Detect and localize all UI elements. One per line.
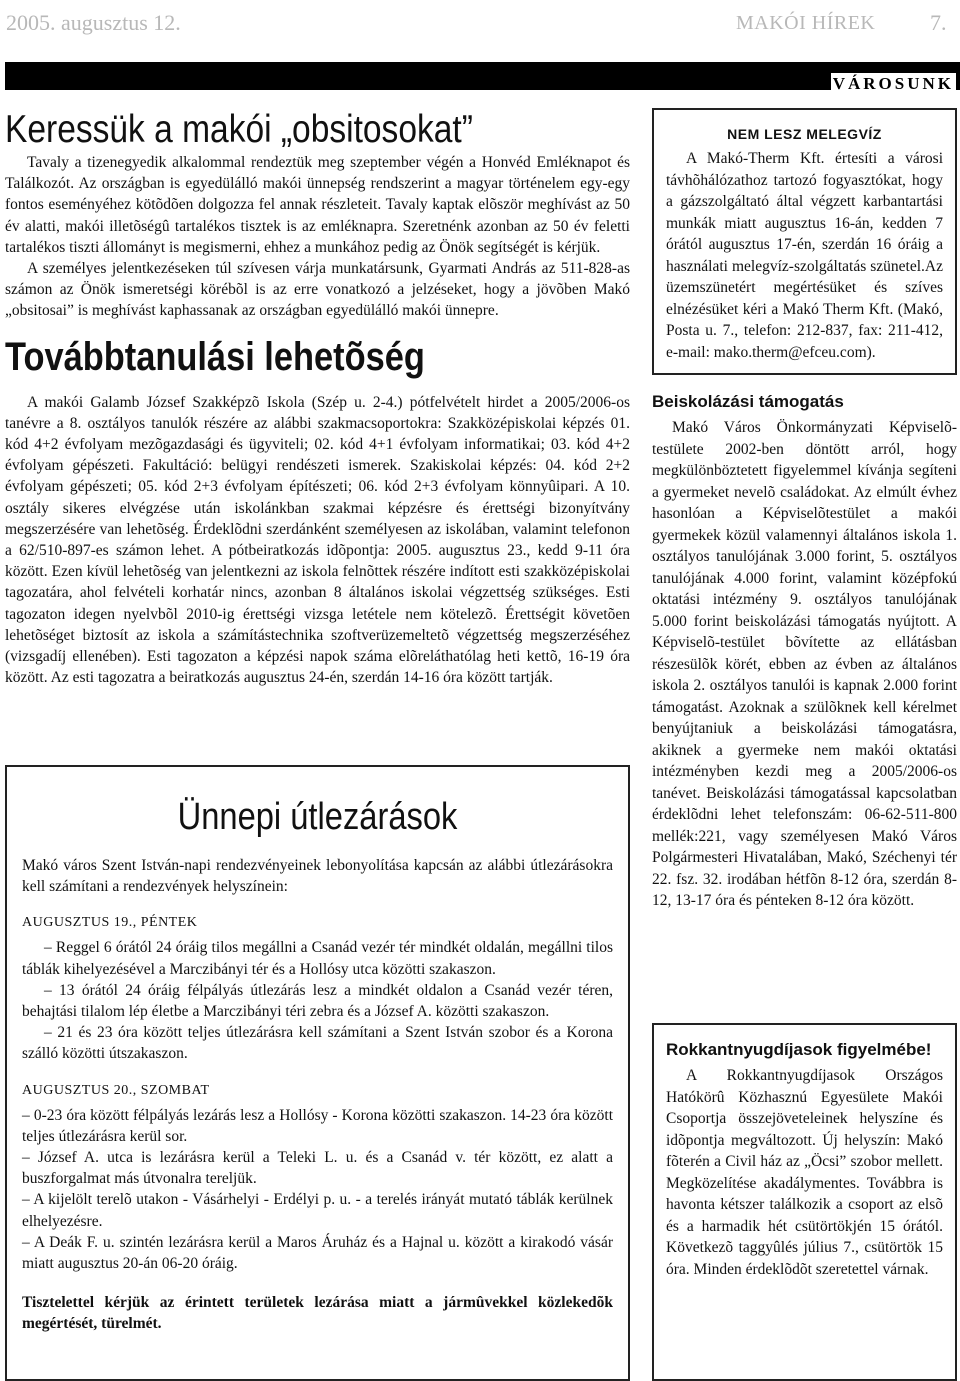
- right-column: [652, 108, 957, 912]
- notice-title: Rokkantnyugdíjasok figyelmébe!: [666, 1040, 932, 1059]
- day-heading: AUGUSZTUS 19., PÉNTEK: [22, 915, 198, 931]
- article-paragraph: Makó Város Önkormányzati Képviselõ-testülete 2002-ben döntött arról, hogy megkülönböztetett figyelemmel kívánja segíteni a gyermeket nevelõ családokat. Az elmúlt évhez hasonlóan a Képviselõtestület a makói gyermekek közül valamennyi általános iskola 1. osztályos tanulójának 3.000 forint, 5. osztályos tanulójának 4.000 forint, valamint középfokú oktatási intézmény 9. osztályos tanulójának 5.000 forint beiskolázási támogatás nyújtott. A Képviselõ-testület bõvítette az ellátásban részesülõk körét, ebben az évben az általános iskola 2. osztályos tanulói is kapnak 2.000 forint támogatást. Azoknak a szülõknek kell kérelmet benyújtaniuk a beiskolázási támogatásra, akiknek a gyermeke nem makói oktatási intézményben kezdi meg a 2005/2006-os tanévet. Beiskolázási támogatással kapcsolatban érdeklõdni lehet telefonszám: 06-62-511-800 mellék:221, vagy személyesen Makó Város Polgármesteri Hivatalában, Makó, Széchenyi tér 22. fsz. 32. irodában hétfõn 8-12 óra, szerdán 8-12, 13-17 óra és pénteken 8-12 óra között.: [652, 419, 957, 909]
- closure-item: – A kijelölt terelõ utakon - Vásárhelyi - Erdélyi p. u. - a terelés irányát mutató táblák kerülnek elhelyezésre.: [22, 1191, 613, 1230]
- day-heading: AUGUSZTUS 20., SZOMBAT: [22, 1082, 210, 1098]
- article-title-utlezarasok: Ünnepi útlezárások: [177, 796, 458, 838]
- page-number: 7.: [930, 10, 947, 35]
- closure-item: – 0-23 óra között félpályás lezárás lesz a Hollósy - Korona közötti szakaszon. 14-23 óra között teljes útlezárásra kerül sor.: [22, 1106, 613, 1145]
- article-title-obsitosok: Keressük a makói „obsitosokat”: [5, 108, 473, 151]
- publication-title: MAKÓI HÍREK: [736, 12, 876, 34]
- closure-item: – Reggel 6 órától 24 óráig tilos megállni a Csanád vezér tér mindkét oldalán, megállni tilos táblák kihelyezésével a Marczibányi tér és a Hollósy utca közötti szakaszon.: [22, 939, 613, 978]
- hot-water-notice-box: [652, 108, 957, 375]
- closures-intro: Makó város Szent István-napi rendezvényeinek lebonyolítása kapcsán az alábbi útlezárásokra kell számítani a rendezvények helyszínein:: [22, 857, 613, 896]
- closing-note: Tisztelettel kérjük az érintett területek lezárása miatt a jármûvekkel közlekedõk megértését, türelmét.: [22, 1294, 613, 1333]
- article-title-beiskolazas: Beiskolázási támogatás: [652, 392, 844, 411]
- article-paragraph: A személyes jelentkezéseken túl szívesen várja munkatársunk, Gyarmati András az 511-828-as számon az Önök ismeretségi körébõl is az erre vonatkozó a jelzéseket, hogy a jövõben Makó „obsitosai” is meghívást kaphassanak az országban egyedülálló makói ünnepre.: [5, 260, 630, 320]
- article-paragraph: A makói Galamb József Szakképzõ Iskola (Szép u. 2-4.) pótfelvételt hirdet a 2005/2006-os tanévre a 8. osztályos tanulók részére az alábbi szakmacsoportokra: Szakközépiskolai képzés 01. kód 4+2 évfolyam mezõgazdasági és ügyviteli; 02. kód 4+1 évfolyam informatikai; 03. kód 4+2 évfolyam gépészeti. Fakultáció: belügyi rendészeti ismerek. Szakiskolai képzés: 04. kód 2+2 évfolyam gépészeti; 05. kód 2+3 évfolyam építészeti; 06. kód 2+3 évfolyam könnyûipari. A 10. osztály sikeres elvégzése után iskolánkban szakmai képzésre és érettségi bizonyítvány megszerzésére van lehetõség. Érdeklõdni szerdánként személyesen az iskolában, valamint telefonon a 62/510-897-es számon lehet. A pótbeiratkozás idõpontja: 2005. augusztus 23., kedd 9-11 óra között. Ezen kívül lehetõség van jelentkezni az iskola felnõttek részére indított esti szakközépiskolai tagozatára, ahol felvételi korhatár nincs, azonban 8 általános iskolai végzettség szükséges. Esti tagozaton idegen nyelvbõl 2010-ig érettségi vizsga letétele nem kötelezõ. Érettségit követõen lehetõséget biztosít az iskola a számítástechnika szoftverüzemeltetõ végzettség megszerzéséhez (vizsgadíj ellenében). Esti tagozaton a képzési napok száma elõreláthatólag heti kettõ, 16-19 óra között. Az esti tagozatra a beiratkozás augusztus 24-én, szerdán 14-16 óra között tartják.: [5, 393, 630, 687]
- left-column: [5, 108, 630, 688]
- section-band: [5, 62, 960, 90]
- page-header: [0, 0, 960, 50]
- section-label: VÁROSUNK: [832, 74, 954, 93]
- closure-item: – 13 órától 24 óráig félpályás útlezárás lesz a mindkét oldalon a Csanád vezér téren, behajtási tilalom lép életbe a Marczibányi téri zebra és a József A. közötti szakaszon.: [22, 981, 613, 1021]
- pensioners-notice-box: [652, 1023, 957, 1381]
- closure-item: – A Deák F. u. szintén lezárásra kerül a Maros Áruház és a Hajnal u. között a kirakodó vásár miatt augusztus 20-án 06-20 óráig.: [22, 1233, 613, 1273]
- closure-item: – József A. utca is lezárásra kerül a Teleki L. u. és a Csanád v. tér között, ez alatt a buszforgalmat más útvonalra tereljük.: [22, 1149, 613, 1188]
- closure-item: – 21 és 23 óra között teljes útlezárásra kell számítani a Szent István szobor és a Korona szálló közötti útszakaszon.: [22, 1024, 613, 1063]
- article-paragraph: Tavaly a tizenegyedik alkalommal rendeztük meg szeptember végén a Honvéd Emléknapot és Találkozót. Az országban is egyedülálló makói ünnepség rendszerint a magyar történelem egy-egy fontos eseményéhez kötõdõen dolgozza fel annak részleteit. Tavaly kaptak elõször meghívást az 50 év alatti, makói illetõségû tartalékos tisztek is az emléknapra. Szeretnénk azonban az 50 év feletti tartalékos tiszti állományt is megismerni, ehhez a munkához pedig az Önök segítségét is kérjük.: [5, 154, 630, 256]
- notice-text: A Rokkantnyugdíjasok Országos Hatókörû Közhasznú Egyesülete Makói Csoportja összejöveteleinek helyszíne és idõpontja megváltozott. Új helyszín: Makó fõterén a Civil ház az „Öcsi” szobor mellett. Megközelítése akadálymentes. Továbbra is havonta kétszer találkozik a csoport az elsõ és a harmadik hét csütörtökjén 15 órától. Következõ taggyûlés július 7., csütörtök 15 óra. Minden érdeklõdõt szeretettel várnak.: [666, 1067, 943, 1278]
- issue-date: 2005. augusztus 12.: [6, 10, 181, 35]
- road-closures-box: [5, 765, 630, 1381]
- notice-text: A Makó-Therm Kft. értesíti a városi távhõhálózathoz tartozó fogyasztókat, hogy a gázszolgáltató által végzett karbantartási munkák miatt augusztus 16-án, kedden 7 órától augusztus 17-én, szerdán 16 óráig a használati melegvíz-szolgáltatás szünetel.Az üzemszünetért megértésüket és szíves elnézésüket kéri a Makó Therm Kft. (Makó, Posta u. 7., telefon: 212-837, fax: 211-412, e-mail: mako.therm@efceu.com).: [666, 150, 943, 361]
- article-title-tovabbtanulas: Továbbtanulási lehetõség: [5, 334, 425, 379]
- notice-title: NEM LESZ MELEGVÍZ: [727, 126, 882, 142]
